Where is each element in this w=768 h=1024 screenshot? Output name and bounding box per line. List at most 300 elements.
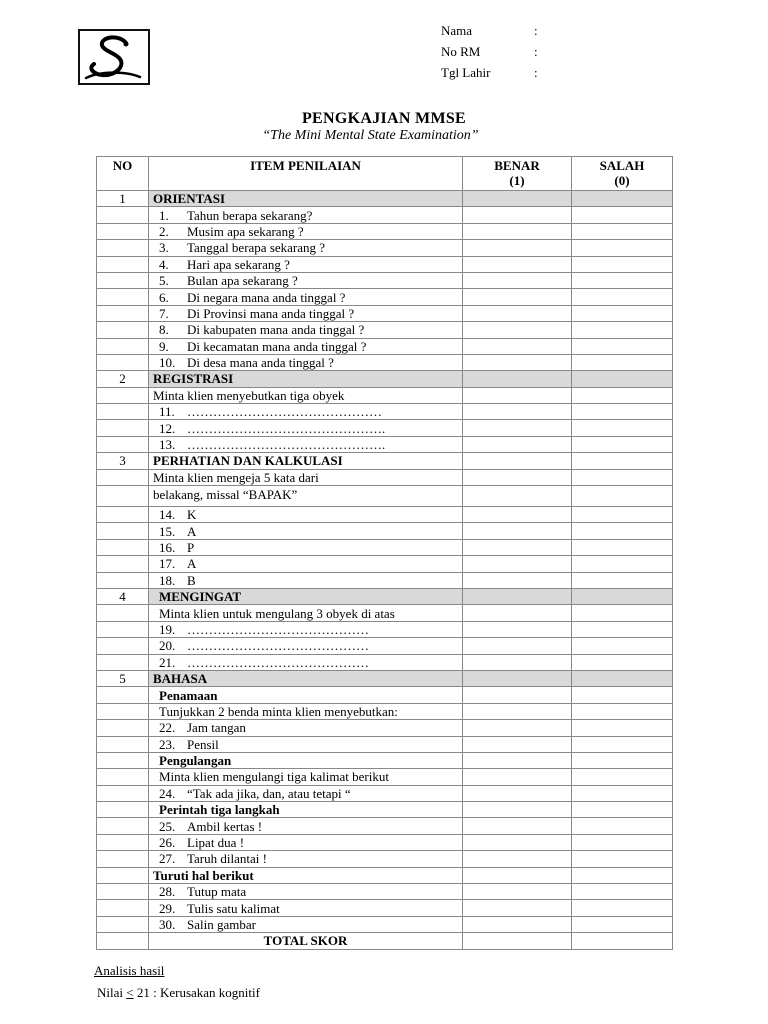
salah-score-cell[interactable]	[572, 621, 673, 637]
nilai-rest: 21 : Kerusakan kognitif	[133, 985, 260, 1000]
nilai-le: <	[126, 985, 134, 1000]
patient-info	[441, 20, 561, 83]
item-text: “Tak ada jika, dan, atau tetapi “	[187, 785, 351, 801]
benar-score-cell[interactable]	[463, 605, 572, 621]
nilai-line	[97, 985, 260, 1001]
item-number: 20.	[159, 638, 176, 654]
item-text: Tanggal berapa sekarang ?	[187, 240, 326, 256]
table-row	[97, 420, 673, 436]
benar-score-cell[interactable]	[463, 453, 572, 469]
row-no-cell	[97, 436, 149, 452]
item-cell	[149, 256, 463, 272]
benar-score-cell[interactable]	[463, 638, 572, 654]
logo	[78, 29, 150, 85]
salah-score-cell[interactable]	[572, 371, 673, 387]
salah-score-cell[interactable]	[572, 338, 673, 354]
item-number: 1.	[159, 207, 169, 223]
subsection-title: Perintah tiga langkah	[149, 802, 463, 818]
header-item: ITEM PENILAIAN	[149, 157, 463, 191]
row-no-cell	[97, 523, 149, 539]
table-row	[97, 638, 673, 654]
section-title: REGISTRASI	[149, 371, 463, 387]
row-no-cell	[97, 469, 149, 485]
benar-score-cell[interactable]	[463, 486, 572, 507]
item-number: 14.	[159, 507, 176, 523]
table-row	[97, 305, 673, 321]
item-cell	[149, 834, 463, 850]
table-row	[97, 556, 673, 572]
table-row	[97, 687, 673, 703]
item-cell	[149, 207, 463, 223]
salah-score-cell[interactable]	[572, 802, 673, 818]
benar-score-cell[interactable]	[463, 670, 572, 686]
header-salah-value: (0)	[614, 173, 630, 188]
item-text: K	[187, 507, 197, 523]
salah-score-cell[interactable]	[572, 851, 673, 867]
salah-score-cell[interactable]	[572, 404, 673, 420]
table-row	[97, 916, 673, 932]
section-title: BAHASA	[149, 670, 463, 686]
item-number: 10.	[159, 355, 176, 371]
instruction-text: belakang, missal “BAPAK”	[149, 486, 463, 507]
benar-score-cell[interactable]	[463, 818, 572, 834]
salah-score-cell[interactable]	[572, 436, 673, 452]
table-row	[97, 736, 673, 752]
row-no-cell	[97, 507, 149, 523]
patient-dob-row	[441, 62, 561, 83]
salah-score-cell[interactable]	[572, 207, 673, 223]
item-cell	[149, 539, 463, 555]
total-no-cell	[97, 933, 149, 949]
salah-score-cell[interactable]	[572, 769, 673, 785]
item-text: Tahun berapa sekarang?	[187, 207, 313, 223]
item-number: 11.	[159, 404, 175, 420]
salah-score-cell[interactable]	[572, 539, 673, 555]
item-cell	[149, 785, 463, 801]
table-row	[97, 191, 673, 207]
header-no: NO	[97, 157, 149, 191]
item-number: 28.	[159, 884, 176, 900]
salah-score-cell[interactable]	[572, 256, 673, 272]
table-row	[97, 453, 673, 469]
salah-score-cell[interactable]	[572, 572, 673, 588]
patient-name-row	[441, 20, 561, 41]
item-cell	[149, 305, 463, 321]
item-cell	[149, 556, 463, 572]
table-row	[97, 256, 673, 272]
row-no-cell	[97, 289, 149, 305]
salah-score-cell[interactable]	[572, 507, 673, 523]
item-text: ………………………………………	[187, 404, 382, 420]
item-text: Pensil	[187, 736, 219, 752]
item-text: Lipat dua !	[187, 835, 245, 851]
salah-score-cell[interactable]	[572, 588, 673, 604]
item-number: 16.	[159, 540, 176, 555]
row-no-cell	[97, 752, 149, 768]
item-text: ……………………………………	[187, 621, 369, 637]
row-no-cell	[97, 736, 149, 752]
salah-score-cell[interactable]	[572, 354, 673, 370]
benar-score-cell[interactable]	[463, 572, 572, 588]
salah-score-cell[interactable]	[572, 240, 673, 256]
item-cell	[149, 240, 463, 256]
benar-score-cell[interactable]	[463, 621, 572, 637]
benar-score-cell[interactable]	[463, 305, 572, 321]
item-cell	[149, 654, 463, 670]
item-cell	[149, 354, 463, 370]
table-row	[97, 469, 673, 485]
salah-score-cell[interactable]	[572, 785, 673, 801]
item-cell	[149, 572, 463, 588]
benar-score-cell[interactable]	[463, 371, 572, 387]
item-cell	[149, 818, 463, 834]
salah-score-cell[interactable]	[572, 752, 673, 768]
instruction-text: Tunjukkan 2 benda minta klien menyebutkan:	[149, 703, 463, 719]
item-text: Ambil kertas !	[187, 818, 263, 834]
table-row	[97, 670, 673, 686]
row-no-cell	[97, 638, 149, 654]
row-no-cell	[97, 240, 149, 256]
row-no-cell	[97, 338, 149, 354]
row-no-cell	[97, 404, 149, 420]
item-number: 21.	[159, 654, 176, 670]
item-text: Musim apa sekarang ?	[187, 223, 304, 239]
item-text: Di desa mana anda tinggal ?	[187, 355, 334, 371]
item-cell	[149, 322, 463, 338]
table-row	[97, 703, 673, 719]
benar-score-cell[interactable]	[463, 354, 572, 370]
instruction-text: Minta klien mengeja 5 kata dari	[149, 469, 463, 485]
row-no-cell: 2	[97, 371, 149, 387]
salah-score-cell[interactable]	[572, 834, 673, 850]
benar-score-cell[interactable]	[463, 523, 572, 539]
benar-score-cell[interactable]	[463, 420, 572, 436]
item-number: 3.	[159, 240, 169, 256]
item-number: 27.	[159, 851, 176, 867]
item-text: A	[187, 556, 197, 572]
row-no-cell	[97, 420, 149, 436]
row-no-cell	[97, 884, 149, 900]
item-text: Di negara mana anda tinggal ?	[187, 289, 346, 305]
benar-score-cell[interactable]	[463, 802, 572, 818]
row-no-cell	[97, 223, 149, 239]
salah-score-cell[interactable]	[572, 654, 673, 670]
table-row	[97, 588, 673, 604]
row-no-cell	[97, 605, 149, 621]
item-cell	[149, 523, 463, 539]
row-no-cell	[97, 703, 149, 719]
benar-score-cell[interactable]	[463, 769, 572, 785]
row-no-cell	[97, 867, 149, 883]
table-row	[97, 769, 673, 785]
instruction-text: Minta klien untuk mengulang 3 obyek di atas	[149, 605, 463, 621]
header-salah-label: SALAH	[599, 158, 645, 173]
table-row	[97, 507, 673, 523]
row-no-cell	[97, 720, 149, 736]
item-text: Tulis satu kalimat	[187, 900, 280, 916]
table-header-row	[97, 157, 673, 191]
item-cell	[149, 404, 463, 420]
salah-score-cell[interactable]	[572, 486, 673, 507]
item-number: 15.	[159, 523, 176, 539]
table-row	[97, 436, 673, 452]
table-row	[97, 272, 673, 288]
item-text: ……………………………………	[187, 654, 369, 670]
item-number: 6.	[159, 289, 169, 305]
mmse-table	[96, 156, 673, 950]
item-number: 30.	[159, 916, 176, 932]
salah-score-cell[interactable]	[572, 916, 673, 932]
benar-score-cell[interactable]	[463, 387, 572, 403]
salah-score-cell[interactable]	[572, 469, 673, 485]
benar-score-cell[interactable]	[463, 851, 572, 867]
total-salah-cell[interactable]	[572, 933, 673, 949]
item-text: A	[187, 523, 197, 539]
salah-score-cell[interactable]	[572, 867, 673, 883]
salah-score-cell[interactable]	[572, 387, 673, 403]
item-text: ……………………………………	[187, 638, 369, 654]
benar-score-cell[interactable]	[463, 223, 572, 239]
table-row	[97, 539, 673, 555]
header-benar	[463, 157, 572, 191]
item-cell	[149, 916, 463, 932]
benar-score-cell[interactable]	[463, 588, 572, 604]
table-row	[97, 523, 673, 539]
salah-score-cell[interactable]	[572, 638, 673, 654]
item-number: 13.	[159, 437, 176, 453]
item-cell	[149, 338, 463, 354]
table-row	[97, 752, 673, 768]
benar-score-cell[interactable]	[463, 884, 572, 900]
row-no-cell	[97, 851, 149, 867]
item-number: 24.	[159, 785, 176, 801]
benar-score-cell[interactable]	[463, 687, 572, 703]
row-no-cell	[97, 354, 149, 370]
item-text: Tutup mata	[187, 884, 247, 900]
item-number: 2.	[159, 223, 169, 239]
item-cell	[149, 420, 463, 436]
item-text: Bulan apa sekarang ?	[187, 273, 298, 289]
table-row	[97, 572, 673, 588]
table-row	[97, 900, 673, 916]
header-benar-label: BENAR	[494, 158, 540, 173]
total-label: TOTAL SKOR	[149, 933, 463, 949]
salah-score-cell[interactable]	[572, 191, 673, 207]
item-text: Salin gambar	[187, 916, 256, 932]
item-number: 19.	[159, 621, 176, 637]
item-cell	[149, 507, 463, 523]
benar-score-cell[interactable]	[463, 207, 572, 223]
row-no-cell	[97, 687, 149, 703]
row-no-cell	[97, 916, 149, 932]
item-number: 5.	[159, 273, 169, 289]
benar-score-cell[interactable]	[463, 752, 572, 768]
benar-score-cell[interactable]	[463, 916, 572, 932]
item-cell	[149, 900, 463, 916]
salah-score-cell[interactable]	[572, 453, 673, 469]
benar-score-cell[interactable]	[463, 539, 572, 555]
row-no-cell: 5	[97, 670, 149, 686]
item-number: 18.	[159, 572, 176, 588]
item-text: Jam tangan	[187, 720, 246, 736]
item-text: Di kecamatan mana anda tinggal ?	[187, 338, 367, 354]
subsection-title: Pengulangan	[149, 752, 463, 768]
benar-score-cell[interactable]	[463, 654, 572, 670]
table-row	[97, 486, 673, 507]
row-no-cell	[97, 802, 149, 818]
benar-score-cell[interactable]	[463, 785, 572, 801]
row-no-cell: 1	[97, 191, 149, 207]
item-number: 8.	[159, 322, 169, 338]
table-row	[97, 371, 673, 387]
row-no-cell	[97, 556, 149, 572]
patient-rm-colon: :	[534, 44, 538, 59]
row-no-cell: 3	[97, 453, 149, 469]
row-no-cell	[97, 900, 149, 916]
benar-score-cell[interactable]	[463, 900, 572, 916]
item-number: 22.	[159, 720, 176, 736]
salah-score-cell[interactable]	[572, 523, 673, 539]
salah-score-cell[interactable]	[572, 670, 673, 686]
item-number: 23.	[159, 736, 176, 752]
table-body	[97, 191, 673, 933]
row-no-cell	[97, 818, 149, 834]
table-row	[97, 207, 673, 223]
benar-score-cell[interactable]	[463, 720, 572, 736]
table-row	[97, 884, 673, 900]
salah-score-cell[interactable]	[572, 605, 673, 621]
table-row	[97, 818, 673, 834]
benar-score-cell[interactable]	[463, 191, 572, 207]
benar-score-cell[interactable]	[463, 272, 572, 288]
benar-score-cell[interactable]	[463, 736, 572, 752]
row-no-cell	[97, 539, 149, 555]
table-row	[97, 240, 673, 256]
salah-score-cell[interactable]	[572, 289, 673, 305]
table-row	[97, 654, 673, 670]
table-row	[97, 621, 673, 637]
benar-score-cell[interactable]	[463, 556, 572, 572]
row-no-cell	[97, 272, 149, 288]
benar-score-cell[interactable]	[463, 240, 572, 256]
row-no-cell	[97, 207, 149, 223]
table-row	[97, 605, 673, 621]
salah-score-cell[interactable]	[572, 272, 673, 288]
item-cell	[149, 638, 463, 654]
row-no-cell	[97, 654, 149, 670]
item-cell	[149, 720, 463, 736]
table-row	[97, 867, 673, 883]
row-no-cell	[97, 621, 149, 637]
table-row	[97, 404, 673, 420]
item-cell	[149, 851, 463, 867]
row-no-cell	[97, 322, 149, 338]
salah-score-cell[interactable]	[572, 420, 673, 436]
total-row	[97, 933, 673, 949]
item-cell	[149, 884, 463, 900]
item-number: 26.	[159, 835, 176, 851]
item-text: ……………………………………….	[187, 437, 386, 453]
patient-rm-row	[441, 41, 561, 62]
item-cell	[149, 621, 463, 637]
table-row	[97, 289, 673, 305]
table-row	[97, 387, 673, 403]
benar-score-cell[interactable]	[463, 834, 572, 850]
benar-score-cell[interactable]	[463, 256, 572, 272]
benar-score-cell[interactable]	[463, 703, 572, 719]
row-no-cell	[97, 486, 149, 507]
table-row	[97, 834, 673, 850]
benar-score-cell[interactable]	[463, 436, 572, 452]
salah-score-cell[interactable]	[572, 223, 673, 239]
salah-score-cell[interactable]	[572, 322, 673, 338]
total-benar-cell[interactable]	[463, 933, 572, 949]
salah-score-cell[interactable]	[572, 884, 673, 900]
benar-score-cell[interactable]	[463, 469, 572, 485]
row-no-cell	[97, 387, 149, 403]
salah-score-cell[interactable]	[572, 703, 673, 719]
row-no-cell	[97, 305, 149, 321]
salah-score-cell[interactable]	[572, 720, 673, 736]
subsection-title: Turuti hal berikut	[149, 867, 463, 883]
patient-name-colon: :	[534, 23, 538, 38]
instruction-text: Minta klien mengulangi tiga kalimat berikut	[149, 769, 463, 785]
benar-score-cell[interactable]	[463, 404, 572, 420]
table-row	[97, 322, 673, 338]
item-number: 25.	[159, 818, 176, 834]
item-text: P	[187, 540, 195, 555]
analysis-title: Analisis hasil	[94, 963, 165, 978]
section-title: MENGINGAT	[149, 588, 463, 604]
item-number: 17.	[159, 556, 176, 572]
table-row	[97, 851, 673, 867]
item-text: Hari apa sekarang ?	[187, 256, 290, 272]
item-cell	[149, 223, 463, 239]
salah-score-cell[interactable]	[572, 818, 673, 834]
benar-score-cell[interactable]	[463, 507, 572, 523]
item-number: 29.	[159, 900, 176, 916]
benar-score-cell[interactable]	[463, 322, 572, 338]
benar-score-cell[interactable]	[463, 867, 572, 883]
item-number: 9.	[159, 338, 169, 354]
item-number: 7.	[159, 305, 169, 321]
table-row	[97, 354, 673, 370]
salah-score-cell[interactable]	[572, 900, 673, 916]
section-title: ORIENTASI	[149, 191, 463, 207]
row-no-cell	[97, 256, 149, 272]
salah-score-cell[interactable]	[572, 736, 673, 752]
patient-dob-colon: :	[534, 65, 538, 80]
page-subtitle: “The Mini Mental State Examination”	[262, 128, 479, 143]
row-no-cell: 4	[97, 588, 149, 604]
item-cell	[149, 436, 463, 452]
table-row	[97, 802, 673, 818]
item-text: B	[187, 572, 196, 588]
item-text: Di kabupaten mana anda tinggal ?	[187, 322, 365, 338]
salah-score-cell[interactable]	[572, 687, 673, 703]
patient-rm-label: No RM	[441, 44, 481, 59]
item-text: Taruh dilantai !	[187, 851, 267, 867]
benar-score-cell[interactable]	[463, 338, 572, 354]
benar-score-cell[interactable]	[463, 289, 572, 305]
salah-score-cell[interactable]	[572, 305, 673, 321]
patient-name-label: Nama	[441, 23, 473, 38]
salah-score-cell[interactable]	[572, 556, 673, 572]
item-cell	[149, 736, 463, 752]
subsection-title: Penamaan	[149, 687, 463, 703]
instruction-text: Minta klien menyebutkan tiga obyek	[149, 387, 463, 403]
item-number: 12.	[159, 420, 176, 436]
